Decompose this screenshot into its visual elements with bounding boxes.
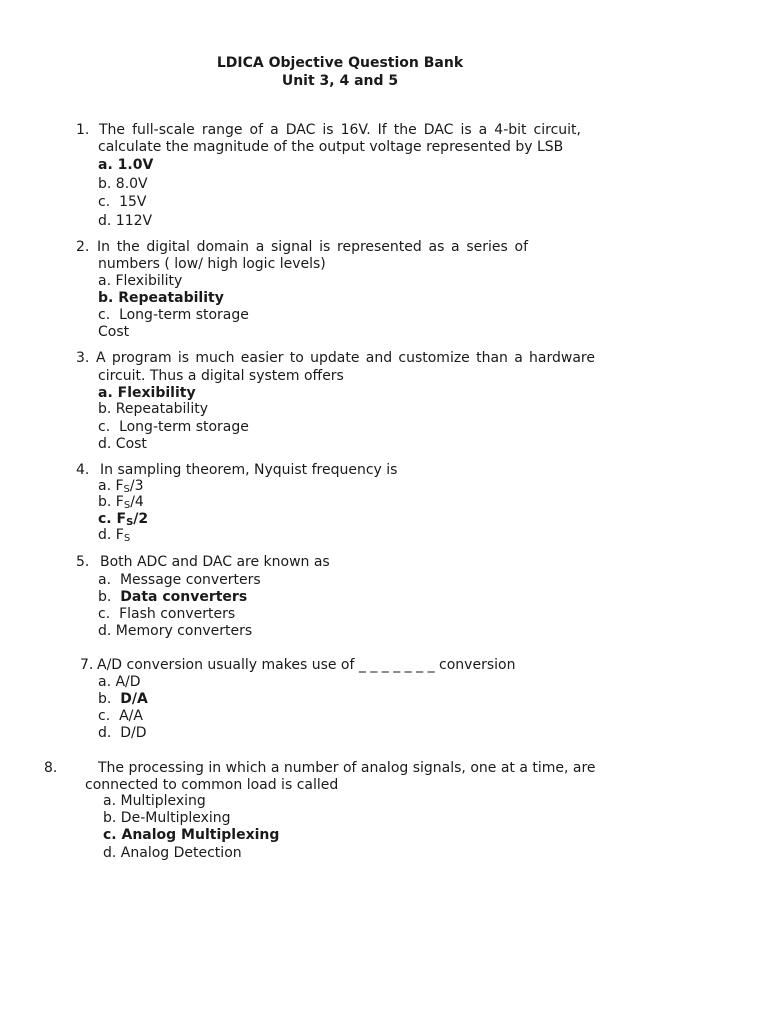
option-label: c. (98, 307, 111, 323)
option-base: F (115, 478, 124, 494)
option-text: Flexibility (115, 273, 183, 289)
question-text-line2: connected to common load is called (85, 777, 339, 793)
option-label: b. (103, 810, 117, 826)
option-label: b. (98, 290, 114, 306)
answer-option (98, 213, 152, 230)
option-label: a. (98, 674, 112, 690)
document-subtitle: Unit 3, 4 and 5 (281, 73, 399, 89)
question-text-line1: In the digital domain a signal is represented as a series of (97, 239, 528, 255)
option-text: Multiplexing (120, 793, 206, 809)
option-text: Long-term storage (119, 307, 249, 323)
option-label: c. (98, 708, 111, 724)
question-text-line1: The processing in which a number of analog signals, one at a time, are (98, 760, 596, 776)
option-subscript: S (123, 533, 131, 544)
option-label: d. (103, 845, 117, 861)
option-label: a. (103, 793, 117, 809)
option-text: 15V (119, 194, 147, 210)
answer-option-correct (98, 691, 148, 708)
question-text-line2: calculate the magnitude of the output voltage represented by LSB (98, 139, 564, 155)
answer-option (103, 810, 231, 827)
option-text: Analog Detection (120, 845, 242, 861)
answer-option (103, 793, 206, 810)
option-label: a. (98, 273, 112, 289)
option-subscript: S (123, 484, 130, 495)
option-text: A/A (119, 708, 143, 724)
option-label: d. (98, 725, 112, 741)
document-title: LDICA Objective Question Bank (216, 55, 464, 71)
option-text: A/D (115, 674, 141, 690)
option-subscript: S (123, 500, 131, 511)
option-text: Analog Multiplexing (121, 827, 280, 843)
answer-option-correct (98, 157, 153, 174)
answer-option (98, 572, 261, 589)
answer-option (98, 401, 208, 418)
question-text-line1: In sampling theorem, Nyquist frequency is (100, 462, 398, 478)
answer-option (98, 273, 182, 290)
question-number: 1. (76, 122, 90, 138)
option-label: c. (98, 606, 111, 622)
option-label: d. (98, 527, 112, 543)
option-text: Flexibility (117, 385, 196, 401)
answer-option (103, 845, 242, 862)
option-label: b. (98, 589, 112, 605)
option-text: Cost (115, 436, 147, 452)
answer-option (98, 674, 141, 691)
option-label: d. (98, 623, 112, 639)
option-text: Flash converters (119, 606, 236, 622)
question-text-line2: numbers ( low/ high logic levels) (98, 256, 326, 272)
option-label: d. (98, 436, 112, 452)
answer-option-correct (98, 385, 196, 402)
option-label: c. (103, 827, 117, 843)
option-label: c. (98, 194, 111, 210)
option-label: a. (98, 572, 112, 588)
option-label: a. (98, 478, 112, 494)
option-base: F (115, 527, 124, 543)
answer-option-correct (98, 290, 224, 307)
option-text: Repeatability (115, 401, 208, 417)
option-text: Long-term storage (119, 419, 249, 435)
answer-option-correct (98, 589, 247, 606)
option-label: b. (98, 176, 112, 192)
option-base: F (116, 511, 127, 527)
answer-option (98, 307, 249, 324)
question-text-line1: A program is much easier to update and customize than a hardware (96, 350, 595, 366)
option-label: d. (98, 213, 112, 229)
question-number: 3. (76, 350, 90, 366)
option-label: b. (98, 401, 112, 417)
question-number: 4. (76, 462, 90, 478)
option-text: 8.0V (115, 176, 148, 192)
option-text: Repeatability (118, 290, 224, 306)
answer-option (98, 419, 249, 436)
answer-option (98, 725, 147, 742)
option-suffix: /2 (133, 511, 149, 527)
option-text: Data converters (120, 589, 248, 605)
answer-option (98, 708, 143, 725)
option-text: 1.0V (117, 157, 154, 173)
answer-option (98, 194, 146, 211)
option-label: b. (98, 494, 112, 510)
answer-option (98, 176, 148, 193)
question-text-line1: A/D conversion usually makes use of _ _ _ _ _ _ _ conversion (97, 657, 516, 673)
question-text-line1: Both ADC and DAC are known as (100, 554, 330, 570)
option-text: 112V (115, 213, 153, 229)
option-label: c. (98, 511, 112, 527)
option-label: a. (98, 385, 113, 401)
option-text: D/D (120, 725, 147, 741)
question-number: 7. (80, 657, 94, 673)
option-base: F (115, 494, 124, 510)
option-suffix: /4 (130, 494, 144, 510)
question-text-line2: circuit. Thus a digital system offers (98, 368, 344, 384)
question-number: 2. (76, 239, 90, 255)
answer-option (98, 324, 129, 341)
option-text: Message converters (119, 572, 261, 588)
option-text: De-Multiplexing (120, 810, 231, 826)
answer-option (98, 623, 252, 640)
answer-option (98, 436, 147, 453)
answer-option (98, 606, 235, 623)
answer-option-correct (103, 827, 279, 844)
question-text-line1: The full-scale range of a DAC is 16V. If the DAC is a 4-bit circuit, (99, 122, 581, 138)
option-label: a. (98, 157, 113, 173)
option-label: c. (98, 419, 111, 435)
question-number: 8. (44, 760, 58, 776)
option-subscript: S (126, 517, 134, 528)
answer-option (98, 527, 130, 547)
option-text: Cost (98, 324, 130, 340)
option-text: D/A (120, 691, 148, 707)
option-label: b. (98, 691, 112, 707)
question-number: 5. (76, 554, 90, 570)
option-text: Memory converters (115, 623, 253, 639)
option-suffix: /3 (129, 478, 144, 494)
